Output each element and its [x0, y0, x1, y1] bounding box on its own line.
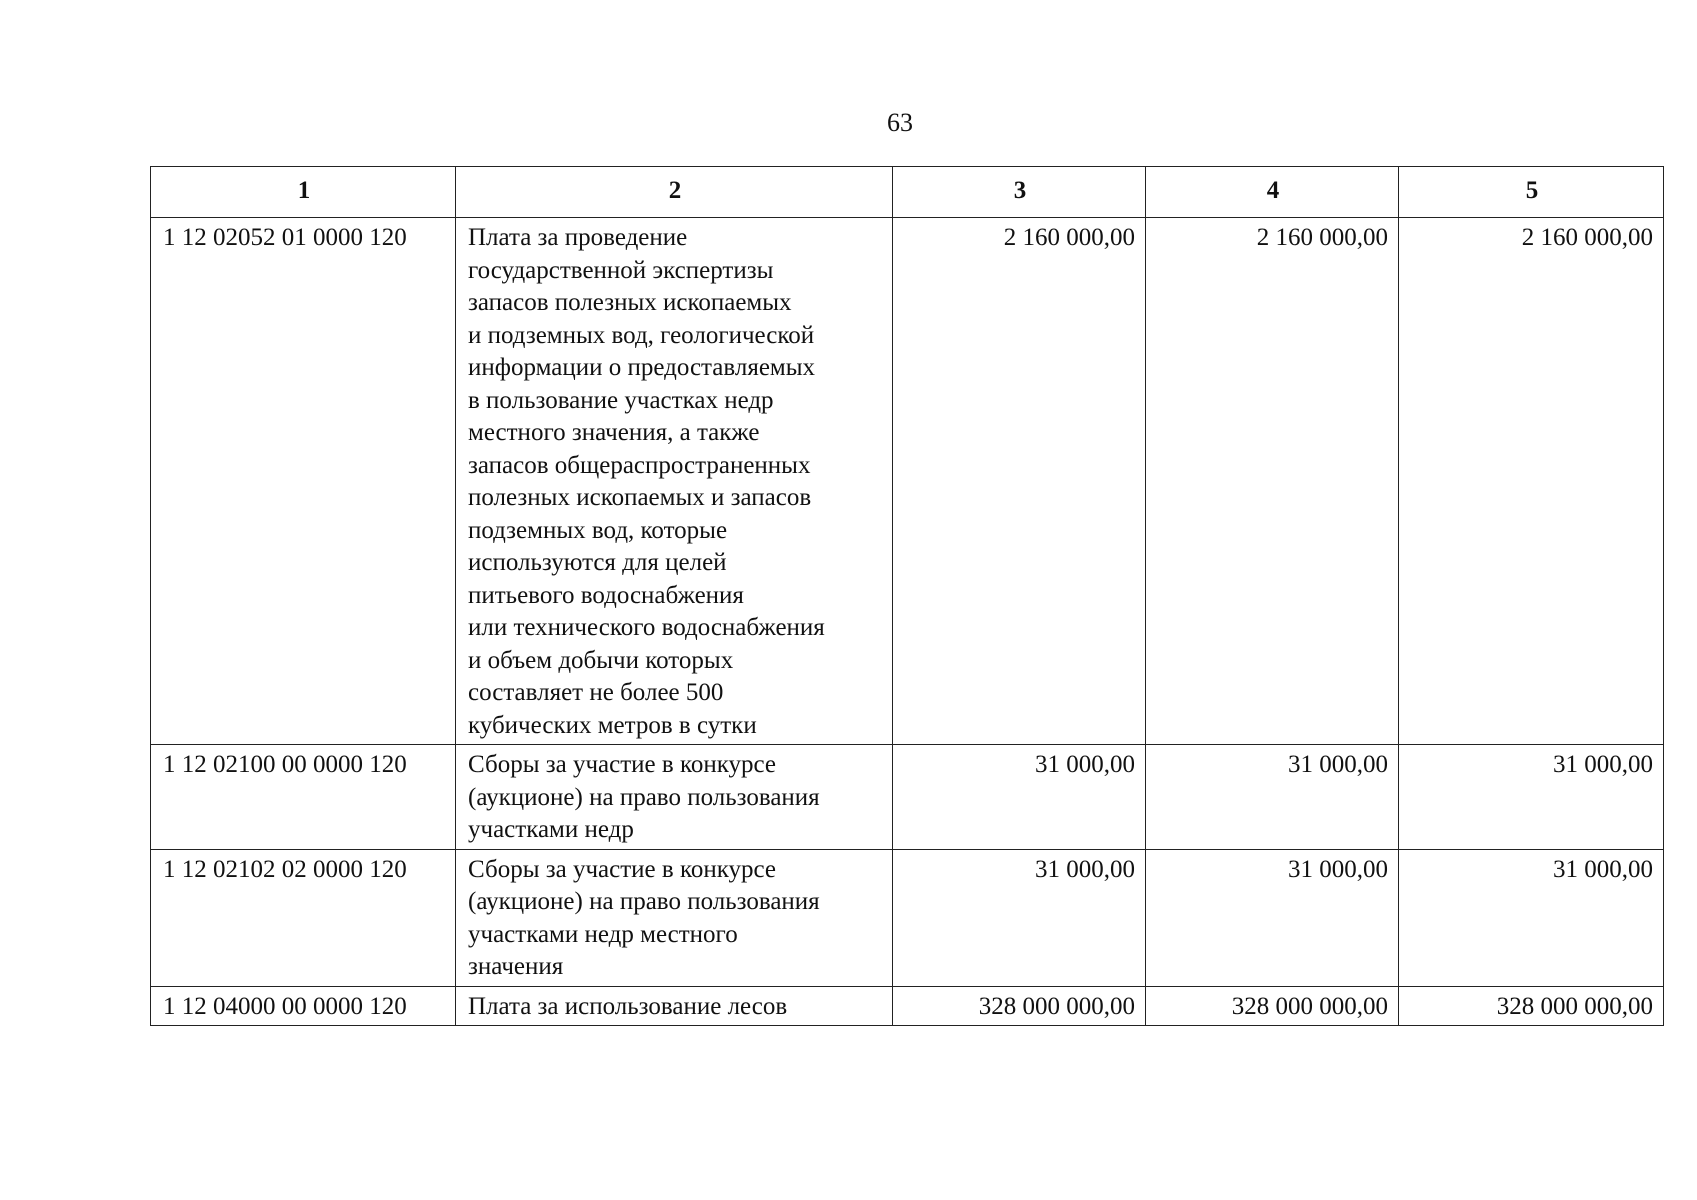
- header-col-2: 2: [456, 167, 893, 218]
- row-code: 1 12 04000 00 0000 120: [151, 986, 456, 1026]
- row-amount-col3: 2 160 000,00: [893, 218, 1146, 745]
- description-line: значения: [468, 953, 564, 980]
- description-line: или технического водоснабжения: [468, 614, 825, 641]
- budget-table: [150, 166, 1664, 1026]
- row-amount-col4: 31 000,00: [1146, 849, 1399, 986]
- description-line: участками недр: [468, 816, 634, 843]
- description-line: подземных вод, которые: [468, 516, 728, 544]
- description-line: в пользование участках недр: [468, 386, 774, 414]
- table-body: [151, 218, 1664, 1026]
- header-col-4: 4: [1146, 167, 1399, 218]
- row-description: [456, 218, 893, 745]
- description-line: запасов полезных ископаемых: [468, 289, 792, 316]
- row-description: [456, 849, 893, 986]
- description-line: государственной экспертизы: [468, 256, 774, 284]
- description-line: участками недр местного: [468, 920, 738, 948]
- row-amount-col3: 31 000,00: [893, 849, 1146, 986]
- row-code: 1 12 02102 02 0000 120: [151, 849, 456, 986]
- row-amount-col5: 2 160 000,00: [1399, 218, 1664, 745]
- description-line: кубических метров в сутки: [468, 711, 757, 739]
- table-row: [151, 745, 1664, 850]
- description-line: и подземных вод, геологической: [468, 321, 815, 349]
- row-description: [456, 986, 893, 1026]
- table-row: [151, 849, 1664, 986]
- description-line: используются для целей: [468, 549, 727, 576]
- description-line: Плата за проведение: [468, 224, 688, 251]
- description-line: полезных ископаемых и запасов: [468, 484, 812, 511]
- table-row: [151, 218, 1664, 745]
- description-line: и объем добычи которых: [468, 646, 734, 674]
- description-line: запасов общераспространенных: [468, 451, 811, 479]
- row-code: 1 12 02052 01 0000 120: [151, 218, 456, 745]
- description-line: Плата за использование лесов: [468, 992, 788, 1020]
- description-line: (аукционе) на право пользования: [468, 783, 820, 811]
- page-number: 63: [887, 108, 913, 137]
- row-amount-col5: 31 000,00: [1399, 849, 1664, 986]
- table-header-row: [151, 167, 1664, 218]
- row-amount-col5: 31 000,00: [1399, 745, 1664, 850]
- row-description: [456, 745, 893, 850]
- row-amount-col3: 328 000 000,00: [893, 986, 1146, 1026]
- row-amount-col4: 2 160 000,00: [1146, 218, 1399, 745]
- row-amount-col3: 31 000,00: [893, 745, 1146, 850]
- row-amount-col5: 328 000 000,00: [1399, 986, 1664, 1026]
- description-line: информации о предоставляемых: [468, 354, 816, 381]
- header-col-3: 3: [893, 167, 1146, 218]
- row-amount-col4: 328 000 000,00: [1146, 986, 1399, 1026]
- description-line: питьевого водоснабжения: [468, 581, 744, 609]
- description-line: (аукционе) на право пользования: [468, 888, 820, 915]
- table-row: [151, 986, 1664, 1026]
- row-code: 1 12 02100 00 0000 120: [151, 745, 456, 850]
- description-line: Сборы за участие в конкурсе: [468, 751, 776, 778]
- header-col-5: 5: [1399, 167, 1664, 218]
- description-line: Сборы за участие в конкурсе: [468, 855, 776, 883]
- description-line: местного значения, а также: [468, 419, 760, 446]
- row-amount-col4: 31 000,00: [1146, 745, 1399, 850]
- description-line: составляет не более 500: [468, 679, 724, 706]
- header-col-1: 1: [151, 167, 456, 218]
